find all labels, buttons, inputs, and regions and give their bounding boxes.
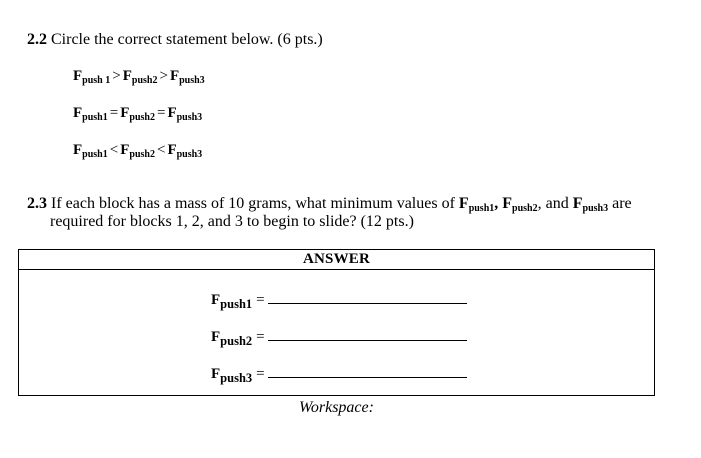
equals-sign: = <box>256 366 265 382</box>
relation-symbol: > <box>159 68 168 84</box>
answer-row-fpush2 <box>211 326 467 350</box>
statement-option-1[interactable] <box>73 67 205 90</box>
statement-option-2[interactable] <box>73 104 202 127</box>
question-text: If each block has a mass of 10 grams, what minimum values of <box>47 195 459 212</box>
force-symbol: F <box>502 195 513 212</box>
answer-blank-fpush2[interactable] <box>268 326 467 341</box>
question-number: 2.3 <box>27 195 47 212</box>
question-text: are <box>608 195 632 212</box>
separator: , <box>494 195 503 212</box>
force-symbol: F <box>122 68 132 84</box>
force-subscript: push3 <box>176 149 203 160</box>
force-symbol: F <box>458 195 469 212</box>
force-subscript: push1 <box>220 297 253 311</box>
force-subscript: push2 <box>512 203 538 214</box>
answer-box <box>18 249 655 396</box>
answer-blank-fpush3[interactable] <box>268 363 467 378</box>
force-symbol: F <box>73 68 83 84</box>
relation-symbol: < <box>109 142 119 158</box>
force-subscript: push2 <box>129 149 155 160</box>
force-symbol: F <box>211 292 221 308</box>
separator: , and <box>537 195 573 212</box>
answer-row-fpush1 <box>211 289 467 313</box>
question-2-3-line-2: required for blocks 1, 2, and 3 to begin to slide? (12 pts.) <box>50 213 414 230</box>
force-subscript: push2 <box>131 75 158 86</box>
force-symbol: F <box>169 68 180 84</box>
statement-option-3[interactable] <box>73 141 202 164</box>
question-text: Circle the correct statement below. (6 pts.) <box>47 31 323 48</box>
answer-blank-fpush1[interactable] <box>268 289 467 304</box>
force-subscript: push3 <box>582 203 609 214</box>
answer-row-fpush3 <box>211 363 467 387</box>
force-symbol: F <box>572 195 583 212</box>
force-subscript: push3 <box>179 75 205 86</box>
force-subscript: push1 <box>82 112 108 123</box>
force-symbol: F <box>167 142 177 158</box>
force-subscript: push2 <box>220 334 253 348</box>
force-subscript: push 1 <box>82 75 111 86</box>
force-subscript: push3 <box>220 371 253 385</box>
question-number: 2.2 <box>27 31 47 48</box>
answer-header: ANSWER <box>19 250 654 270</box>
force-subscript: push1 <box>468 203 495 214</box>
question-2-2 <box>27 30 323 49</box>
force-symbol: F <box>120 142 130 158</box>
force-subscript: push3 <box>176 112 203 123</box>
workspace-label: Workspace: <box>299 399 374 416</box>
force-symbol: F <box>167 105 177 121</box>
relation-symbol: = <box>156 105 166 121</box>
force-symbol: F <box>211 366 221 382</box>
equals-sign: = <box>256 329 265 345</box>
force-symbol: F <box>211 329 221 345</box>
relation-symbol: = <box>109 105 119 121</box>
relation-symbol: > <box>112 68 121 84</box>
force-symbol: F <box>73 142 83 158</box>
force-subscript: push1 <box>82 149 108 160</box>
force-symbol: F <box>120 105 130 121</box>
force-symbol: F <box>73 105 83 121</box>
equals-sign: = <box>256 292 265 308</box>
force-subscript: push2 <box>129 112 155 123</box>
relation-symbol: < <box>156 142 166 158</box>
